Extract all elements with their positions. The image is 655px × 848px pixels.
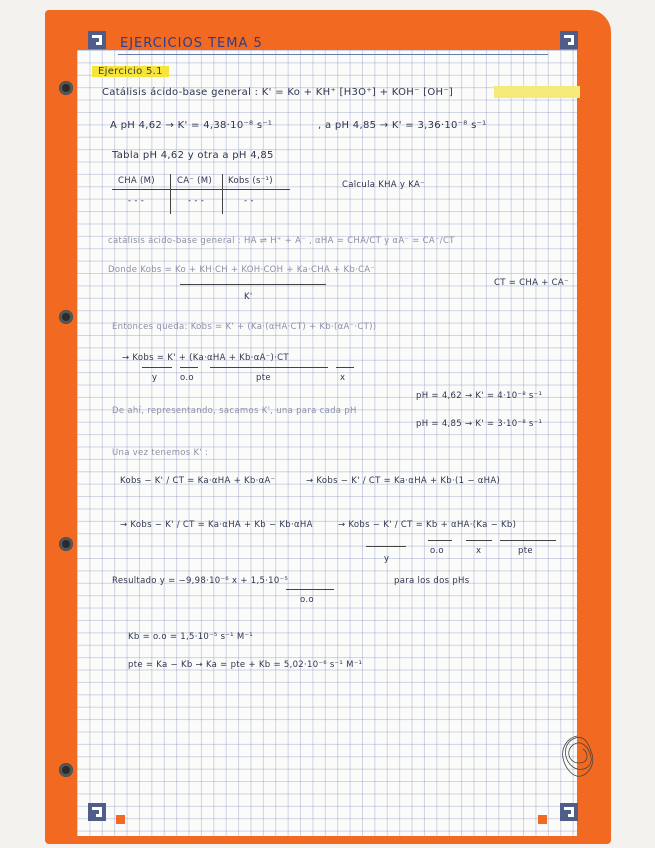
table-rule (112, 189, 290, 190)
scribble-doodle-icon (558, 733, 596, 783)
text-line: pte (518, 546, 533, 556)
binder-hole-1 (59, 81, 73, 95)
fraction-bar (286, 589, 334, 590)
text-line: x (476, 546, 482, 556)
underbrace (180, 367, 198, 368)
text-line: x (340, 373, 346, 383)
text-line: Kobs − K' / CT = Ka·αHA + Kb·αA⁻ (120, 476, 276, 486)
text-line: Una vez tenemos K' : (112, 448, 209, 458)
text-line: De ahí, representando, sacamos K', una para cada pH (112, 406, 357, 416)
table-rule (170, 174, 171, 214)
underbrace (336, 367, 354, 368)
underbrace (180, 284, 326, 285)
text-line: Tabla pH 4,62 y otra a pH 4,85 (112, 150, 274, 161)
binder-hole-4 (59, 763, 73, 777)
grid-paper (77, 50, 577, 836)
text-line: Entonces queda: Kobs = K' + (Ka·(αHA·CT) + Kb·(αA⁻·CT)) (112, 322, 377, 332)
underbrace (500, 540, 556, 541)
brand-logo-icon (88, 803, 106, 821)
text-line: Resultado y = −9,98·10⁻⁶ x + 1,5·10⁻⁵ (112, 576, 289, 586)
text-line: o.o (430, 546, 444, 556)
text-line: Donde Kobs = Ko + KH·CH + KOH·COH + Ka·CHA + Kb·CA⁻ (108, 265, 376, 275)
table-cell: - - - (188, 196, 205, 206)
text-line: para los dos pHs (394, 576, 470, 586)
text-line: o.o (300, 595, 314, 605)
table-cell: - - (244, 196, 254, 206)
underbrace (466, 540, 492, 541)
text-line: A pH 4,62 → K' = 4,38·10⁻⁸ s⁻¹ (110, 120, 273, 131)
page-title: EJERCICIOS TEMA 5 (120, 36, 263, 51)
text-line: , a pH 4,85 → K' = 3,36·10⁻⁸ s⁻¹ (318, 120, 487, 131)
table-header: Kobs (s⁻¹) (228, 176, 273, 186)
text-line: K' (244, 292, 253, 302)
text-line: pte (256, 373, 271, 383)
orange-square-mark (538, 815, 547, 824)
highlight-mark (494, 86, 580, 98)
underbrace (366, 546, 406, 547)
underbrace (142, 367, 172, 368)
brand-logo-icon (560, 803, 578, 821)
text-line: Calcula KHA y KA⁻ (342, 180, 425, 190)
title-underline (118, 54, 548, 55)
text-line: Catálisis ácido-base general : K' = Ko + KH⁺ [H3O⁺] + KOH⁻ [OH⁻] (102, 87, 454, 98)
text-line: → Kobs − K' / CT = Kb + αHA·(Ka − Kb) (338, 520, 517, 530)
orange-square-mark (116, 815, 125, 824)
text-line: catálisis ácido-base general : HA ⇌ H⁺ + A⁻ , αHA = CHA/CT y αA⁻ = CA⁻/CT (108, 236, 455, 246)
binder-hole-2 (59, 310, 73, 324)
text-line: y (152, 373, 158, 383)
text-line: pH = 4,62 → K' = 4·10⁻⁸ s⁻¹ (416, 391, 543, 401)
text-line: → Kobs = K' + (Ka·αHA + Kb·αA⁻)·CT (122, 353, 289, 363)
text-line: o.o (180, 373, 194, 383)
text-line: CT = CHA + CA⁻ (494, 278, 569, 288)
text-line: → Kobs − K' / CT = Ka·αHA + Kb − Kb·αHA (120, 520, 313, 530)
underbrace (428, 540, 452, 541)
text-line: Kb = o.o = 1,5·10⁻⁵ s⁻¹ M⁻¹ (128, 632, 253, 642)
table-header: CHA (M) (118, 176, 155, 186)
underbrace (210, 367, 328, 368)
table-cell: - - - (128, 196, 145, 206)
exercise-heading: Ejercicio 5.1 (92, 66, 169, 77)
text-line: → Kobs − K' / CT = Ka·αHA + Kb·(1 − αHA) (306, 476, 501, 486)
brand-logo-icon (88, 31, 106, 49)
brand-logo-icon (560, 31, 578, 49)
table-header: CA⁻ (M) (177, 176, 213, 186)
binder-hole-3 (59, 537, 73, 551)
table-rule (222, 174, 223, 214)
text-line: pte = Ka − Kb → Ka = pte + Kb = 5,02·10⁻⁶ s⁻¹ M⁻¹ (128, 660, 363, 670)
text-line: y (384, 554, 390, 564)
text-line: pH = 4,85 → K' = 3·10⁻⁸ s⁻¹ (416, 419, 543, 429)
